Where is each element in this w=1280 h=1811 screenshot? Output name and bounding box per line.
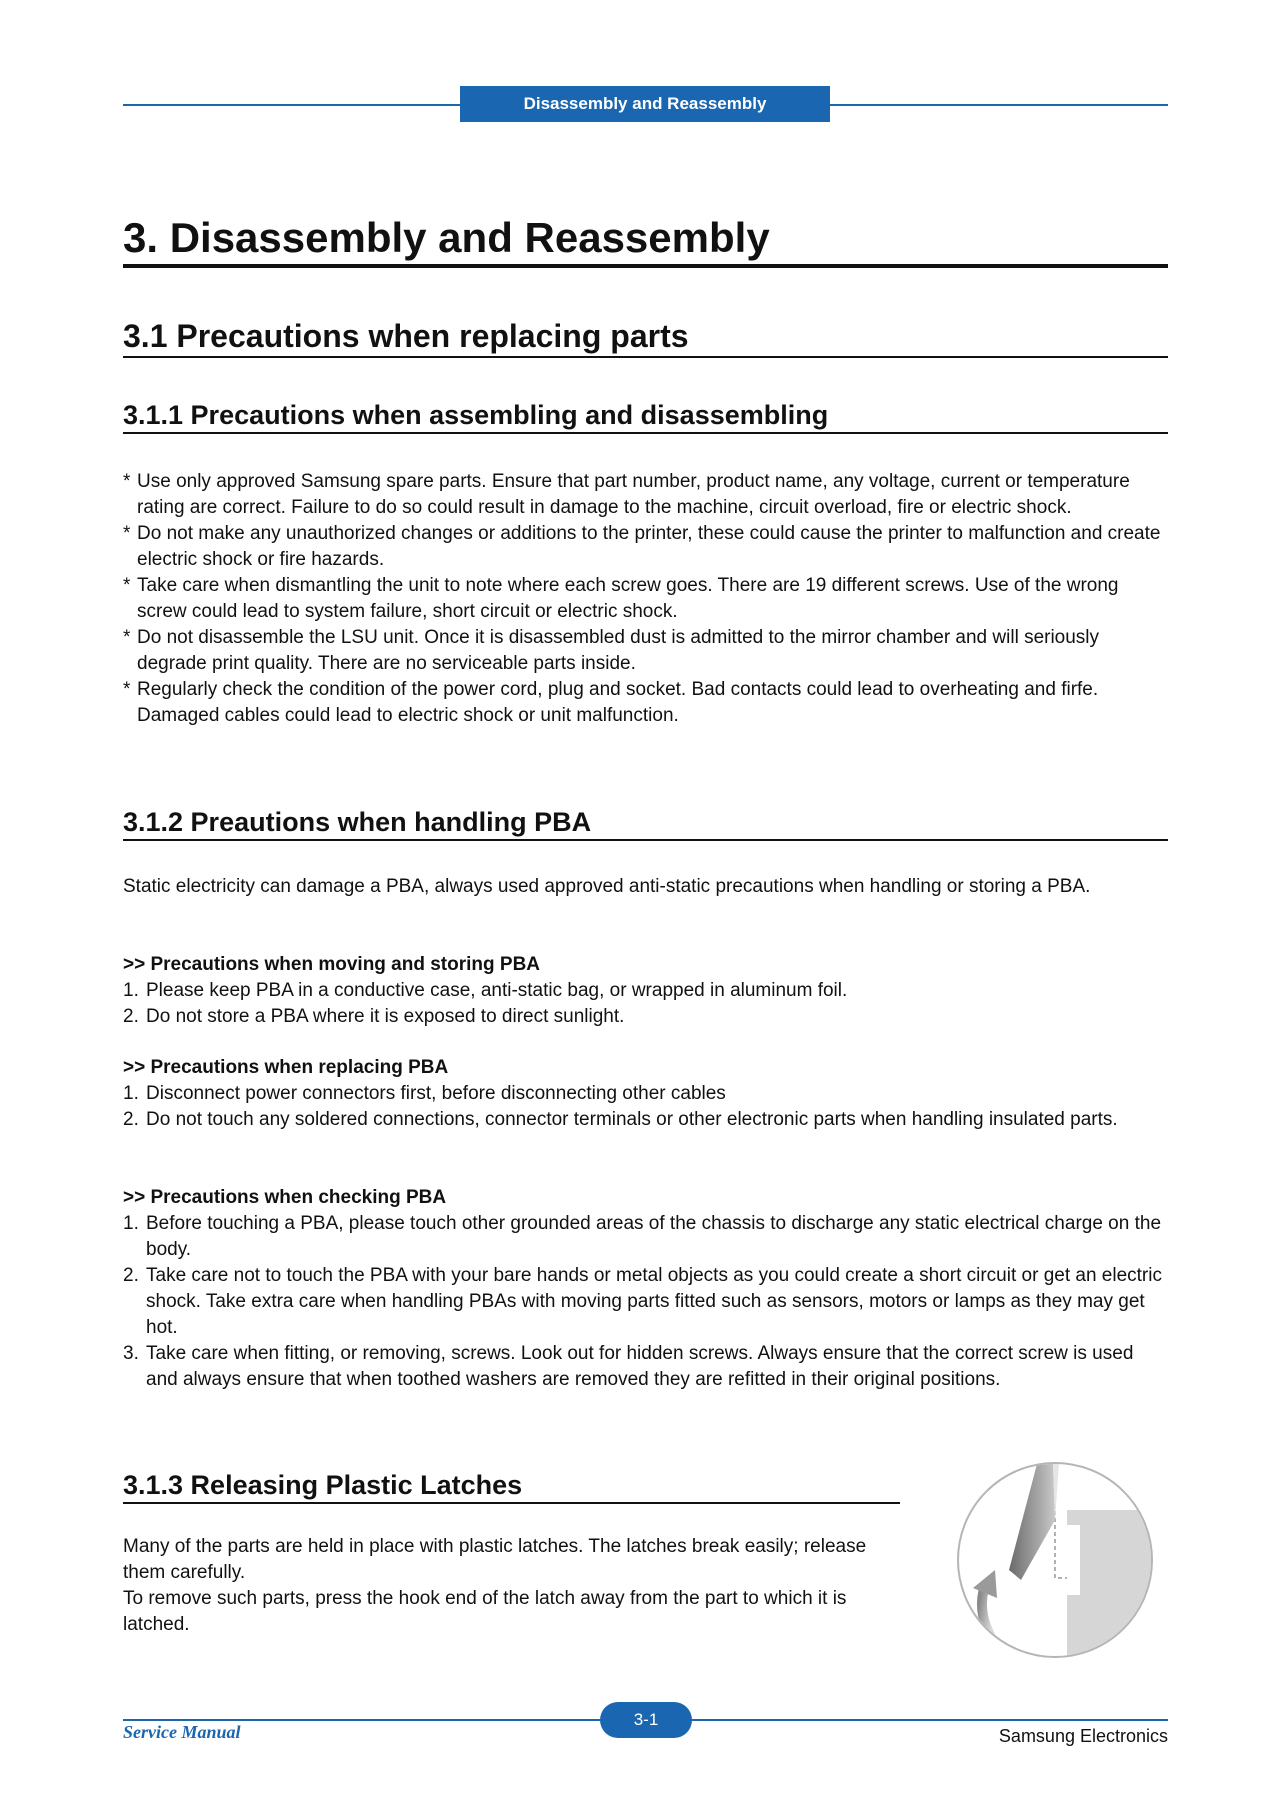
list-item: * Do not disassemble the LSU unit. Once it is disassembled dust is admitted to the mirror chamber and will seriously degrade print quality. There are no serviceable parts inside. <box>123 625 1168 677</box>
list-item: 2. Do not touch any soldered connections, connector terminals or other electronic parts when handling insulated parts. <box>123 1109 1118 1130</box>
replacing-heading: >> Precautions when replacing PBA <box>123 1057 449 1078</box>
list-item: 1. Before touching a PBA, please touch other grounded areas of the chassis to discharge any static electrical charge on the body. <box>123 1213 1162 1260</box>
list-item: 3. Take care when fitting, or removing, screws. Look out for hidden screws. Always ensure that the correct screw is used and always ensure that when toothed washers are removed they are refitted in their original positions. <box>123 1343 1134 1390</box>
pba-intro-paragraph: Static electricity can damage a PBA, always used approved anti-static precautions when handling or storing a PBA. <box>123 876 1091 897</box>
footer-company: Samsung Electronics <box>998 1726 1168 1746</box>
footer-rule-left <box>123 1719 603 1721</box>
page-number: 3-1 <box>600 1702 692 1738</box>
housing-part <box>1067 1510 1155 1660</box>
list-item: 2. Do not store a PBA where it is exposed to direct sunlight. <box>123 1006 625 1027</box>
latch-release-illustration <box>955 1460 1155 1660</box>
moving-storing-list <box>123 978 1168 1030</box>
list-item: * Do not make any unauthorized changes or additions to the printer, these could cause the printer to malfunction and create electric shock or fire hazards. <box>123 521 1168 573</box>
moving-storing-heading: >> Precautions when moving and storing PBA <box>123 954 541 975</box>
list-item: 1. Please keep PBA in a conductive case, anti-static bag, or wrapped in aluminum foil. <box>123 980 848 1001</box>
latches-paragraph-1: Many of the parts are held in place with plastic latches. The latches break easily; release them carefully. <box>123 1536 867 1583</box>
list-item: * Use only approved Samsung spare parts. Ensure that part number, product name, any voltage, current or temperature rating are correct. Failure to do so could result in damage to the machine, circuit overload, fire or electric shock. <box>123 469 1168 521</box>
list-item: 2. Take care not to touch the PBA with your bare hands or metal objects as you could create a short circuit or get an electric shock. Take extra care when handling PBAs with moving parts fitted such as sensors, motors or lamps as they may get hot. <box>123 1265 1162 1338</box>
list-item: * Take care when dismantling the unit to note where each screw goes. There are 19 different screws. Use of the wrong screw could lead to system failure, short circuit or electric shock. <box>123 573 1168 625</box>
checking-heading: >> Precautions when checking PBA <box>123 1187 447 1208</box>
section-3-1-3-title: 3.1.3 Releasing Plastic Latches <box>123 1468 900 1504</box>
replacing-list <box>123 1081 1168 1133</box>
chapter-title: 3. Disassembly and Reassembly <box>123 212 1168 268</box>
section-3-1-2-title: 3.1.2 Preautions when handling PBA <box>123 805 1168 841</box>
footer-rule-right <box>688 1719 1168 1721</box>
list-item: * Regularly check the condition of the power cord, plug and socket. Bad contacts could lead to overheating and firfe. Damaged cables could lead to electric shock or unit malfunction. <box>123 677 1168 729</box>
section-3-1-title: 3.1 Precautions when replacing parts <box>123 316 1168 358</box>
checking-list <box>123 1211 1168 1393</box>
latches-paragraph-2: To remove such parts, press the hook end of the latch away from the part to which it is latched. <box>123 1588 847 1635</box>
assembly-precautions-list <box>123 469 1168 729</box>
footer-service-manual: Service Manual <box>123 1722 241 1742</box>
header-section-label: Disassembly and Reassembly <box>460 86 830 122</box>
section-3-1-1-title: 3.1.1 Precautions when assembling and disassembling <box>123 398 1168 434</box>
list-item: 1. Disconnect power connectors first, before disconnecting other cables <box>123 1083 726 1104</box>
